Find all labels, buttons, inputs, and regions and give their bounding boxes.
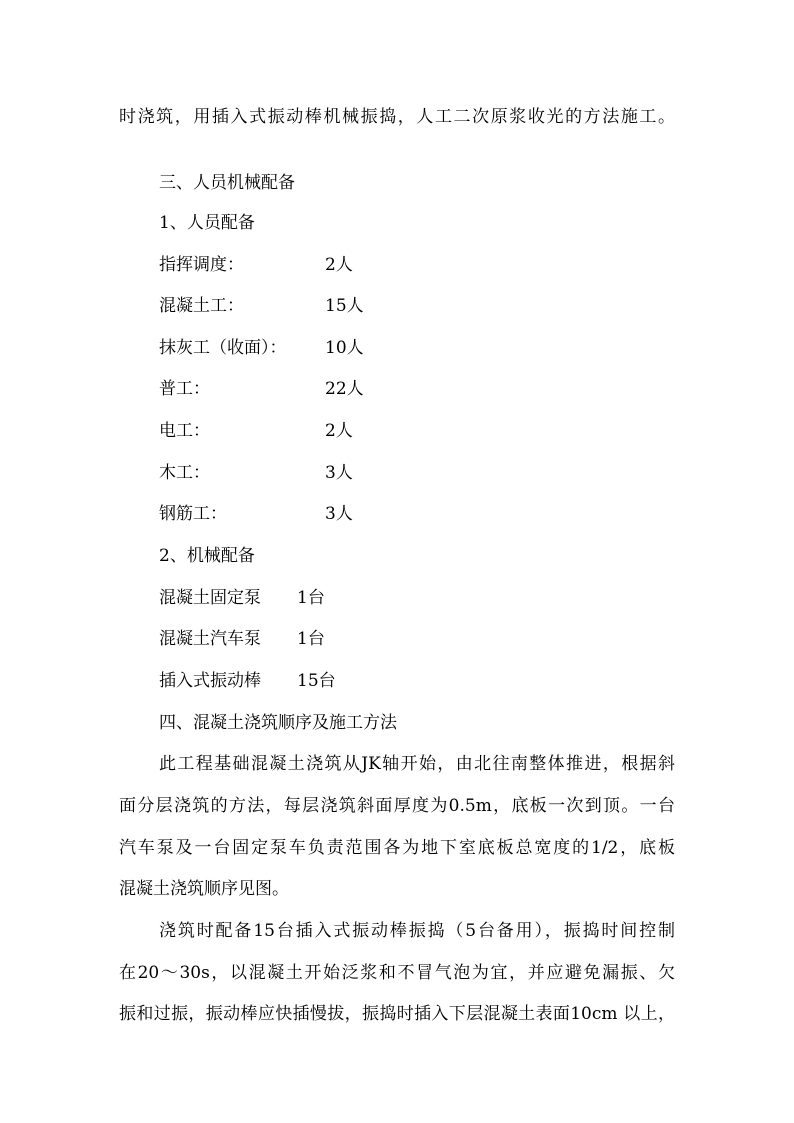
personnel-role: 指挥调度： [159,255,244,275]
paragraph-line: 此工程基础混凝土浇筑从JK轴开始，由北往南整体推进，根据斜 [159,754,675,774]
machinery-name: 插入式振动棒 [159,671,261,691]
personnel-count: 3人 [325,504,353,524]
subheading-personnel: 1、人员配备 [159,213,255,233]
section-heading-4: 四、混凝土浇筑顺序及施工方法 [159,713,397,733]
personnel-role: 抹灰工（收面）： [159,338,287,358]
paragraph-continuation: 时浇筑，用插入式振动棒机械振捣，人工二次原浆收光的方法施工。 [119,107,675,127]
personnel-role: 木工： [159,463,210,483]
machinery-qty: 1台 [297,588,325,608]
machinery-qty: 15台 [297,671,336,691]
personnel-count: 2人 [325,255,353,275]
machinery-name: 混凝土固定泵 [159,588,261,608]
personnel-count: 22人 [325,379,364,399]
paragraph-line: 浇筑时配备15台插入式振动棒振捣（5台备用），振捣时间控制 [159,921,675,941]
personnel-role: 电工： [159,421,210,441]
machinery-qty: 1台 [297,629,325,649]
personnel-role: 钢筋工： [159,504,227,524]
personnel-role: 混凝土工： [159,296,244,316]
machinery-name: 混凝土汽车泵 [159,629,261,649]
paragraph-line: 汽车泵及一台固定泵车负责范围各为地下室底板总宽度的1/2，底板 [119,838,675,858]
personnel-count: 10人 [325,338,364,358]
paragraph-line: 振和过振，振动棒应快插慢拔，振捣时插入下层混凝土表面10cm 以上， [119,1004,675,1024]
section-heading-3: 三、人员机械配备 [159,173,295,193]
personnel-count: 15人 [325,296,364,316]
personnel-role: 普工： [159,379,210,399]
personnel-count: 3人 [325,463,353,483]
paragraph-line: 混凝土浇筑顺序见图。 [119,879,289,899]
paragraph-line: 面分层浇筑的方法，每层浇筑斜面厚度为0.5m，底板一次到顶。一台 [119,796,675,816]
paragraph-line: 在20～30s，以混凝土开始泛浆和不冒气泡为宜，并应避免漏振、欠 [119,963,675,983]
personnel-count: 2人 [325,421,353,441]
subheading-machinery: 2、机械配备 [159,546,255,566]
